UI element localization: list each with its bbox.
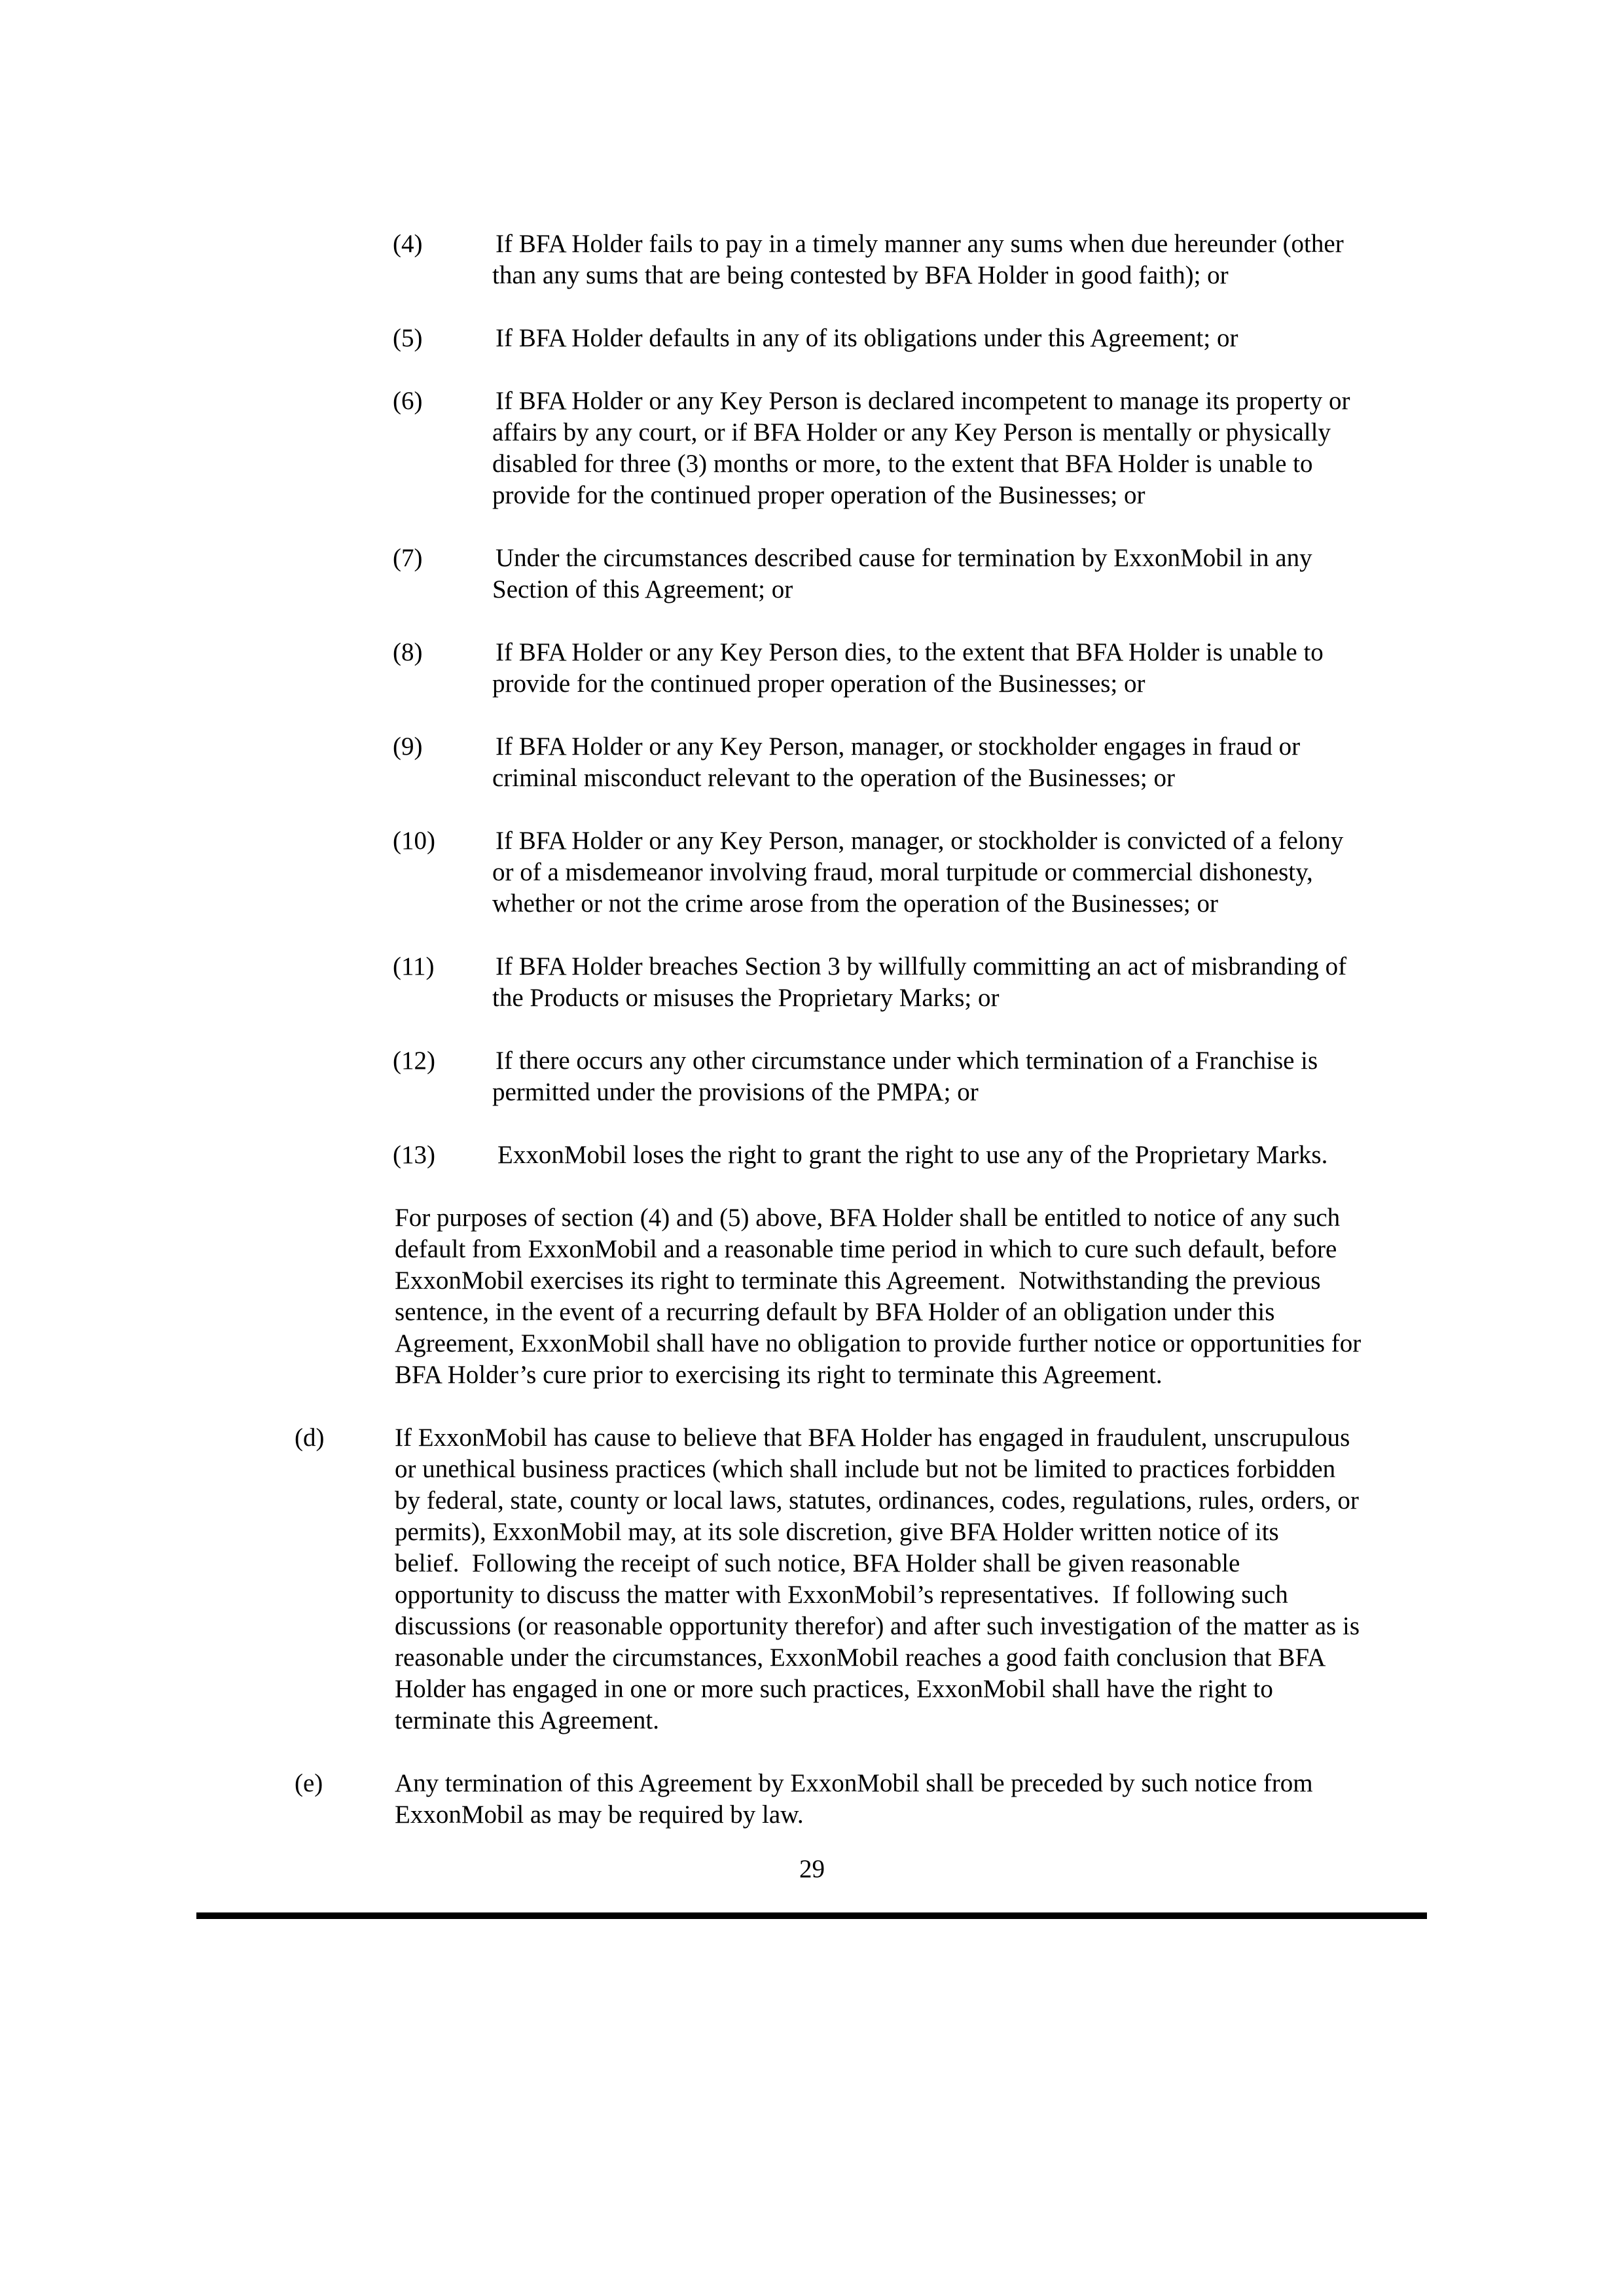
item-text-line: ExxonMobil loses the right to grant the right to use any of the Proprietary Marks.	[497, 1141, 1328, 1169]
page-number: 29	[799, 1855, 825, 1883]
item-text-line: Section of this Agreement; or	[492, 575, 793, 603]
item-text-line: If there occurs any other circumstance under which termination of a Franchise is	[496, 1047, 1318, 1075]
item-text-line: permitted under the provisions of the PMPA; or	[492, 1078, 979, 1106]
item-number: (4)	[393, 230, 423, 258]
item-number: (7)	[393, 544, 423, 572]
item-text-line: or of a misdemeanor involving fraud, moral turpitude or commercial dishonesty,	[492, 858, 1313, 886]
note-paragraph-line: BFA Holder’s cure prior to exercising its right to terminate this Agreement.	[395, 1361, 1163, 1389]
section-text-line: discussions (or reasonable opportunity therefor) and after such investigation of the matter as is	[395, 1612, 1360, 1640]
note-paragraph-line: Agreement, ExxonMobil shall have no obligation to provide further notice or opportunities for	[395, 1329, 1362, 1357]
item-text-line: the Products or misuses the Proprietary Marks; or	[492, 984, 1000, 1012]
item-text-line: disabled for three (3) months or more, to the extent that BFA Holder is unable to	[492, 450, 1313, 478]
item-text-line: If BFA Holder breaches Section 3 by willfully committing an act of misbranding of	[496, 952, 1347, 980]
section-text-line: If ExxonMobil has cause to believe that BFA Holder has engaged in fraudulent, unscrupulous	[395, 1424, 1350, 1452]
item-number: (10)	[393, 827, 435, 855]
section-text-line: reasonable under the circumstances, ExxonMobil reaches a good faith conclusion that BFA	[395, 1643, 1326, 1672]
item-text-line: whether or not the crime arose from the operation of the Businesses; or	[492, 889, 1219, 918]
item-text-line: provide for the continued proper operation of the Businesses; or	[492, 670, 1146, 698]
item-number: (8)	[393, 638, 423, 666]
item-number: (9)	[393, 732, 423, 761]
item-text-line: provide for the continued proper operation of the Businesses; or	[492, 481, 1146, 509]
section-text-line: opportunity to discuss the matter with ExxonMobil’s representatives. If following such	[395, 1581, 1288, 1609]
item-number: (6)	[393, 387, 423, 415]
item-text-line: If BFA Holder or any Key Person dies, to the extent that BFA Holder is unable to	[496, 638, 1324, 666]
item-text-line: Under the circumstances described cause for termination by ExxonMobil in any	[496, 544, 1312, 572]
note-paragraph-line: default from ExxonMobil and a reasonable time period in which to cure such default, before	[395, 1235, 1337, 1263]
item-text-line: If BFA Holder defaults in any of its obligations under this Agreement; or	[496, 324, 1238, 352]
section-text-line: or unethical business practices (which shall include but not be limited to practices forbidden	[395, 1455, 1336, 1483]
item-text-line: If BFA Holder or any Key Person, manager, or stockholder engages in fraud or	[496, 732, 1301, 761]
item-text-line: If BFA Holder or any Key Person, manager, or stockholder is convicted of a felony	[496, 827, 1344, 855]
section-text-line: permits), ExxonMobil may, at its sole discretion, give BFA Holder written notice of its	[395, 1518, 1279, 1546]
section-letter: (d)	[295, 1424, 325, 1452]
item-text-line: affairs by any court, or if BFA Holder or any Key Person is mentally or physically	[492, 418, 1331, 446]
footer-rule	[196, 1912, 1427, 1919]
section-text-line: by federal, state, county or local laws, statutes, ordinances, codes, regulations, rules, orders, or	[395, 1486, 1359, 1515]
item-number: (11)	[393, 952, 435, 980]
item-number: (5)	[393, 324, 423, 352]
section-letter: (e)	[295, 1769, 323, 1797]
note-paragraph-line: sentence, in the event of a recurring default by BFA Holder of an obligation under this	[395, 1298, 1275, 1326]
section-text-line: Any termination of this Agreement by ExxonMobil shall be preceded by such notice from	[395, 1769, 1313, 1797]
item-number: (12)	[393, 1047, 435, 1075]
item-text-line: If BFA Holder fails to pay in a timely manner any sums when due hereunder (other	[496, 230, 1344, 258]
section-text-line: Holder has engaged in one or more such practices, ExxonMobil shall have the right to	[395, 1675, 1273, 1703]
item-number: (13)	[393, 1141, 435, 1169]
section-text-line: terminate this Agreement.	[395, 1706, 659, 1734]
item-text-line: If BFA Holder or any Key Person is declared incompetent to manage its property or	[496, 387, 1350, 415]
item-text-line: than any sums that are being contested by BFA Holder in good faith); or	[492, 261, 1229, 289]
item-text-line: criminal misconduct relevant to the operation of the Businesses; or	[492, 764, 1175, 792]
section-text-line: belief. Following the receipt of such notice, BFA Holder shall be given reasonable	[395, 1549, 1240, 1577]
note-paragraph-line: For purposes of section (4) and (5) above, BFA Holder shall be entitled to notice of any such	[395, 1204, 1341, 1232]
note-paragraph-line: ExxonMobil exercises its right to terminate this Agreement. Notwithstanding the previous	[395, 1266, 1321, 1295]
section-text-line: ExxonMobil as may be required by law.	[395, 1801, 804, 1829]
